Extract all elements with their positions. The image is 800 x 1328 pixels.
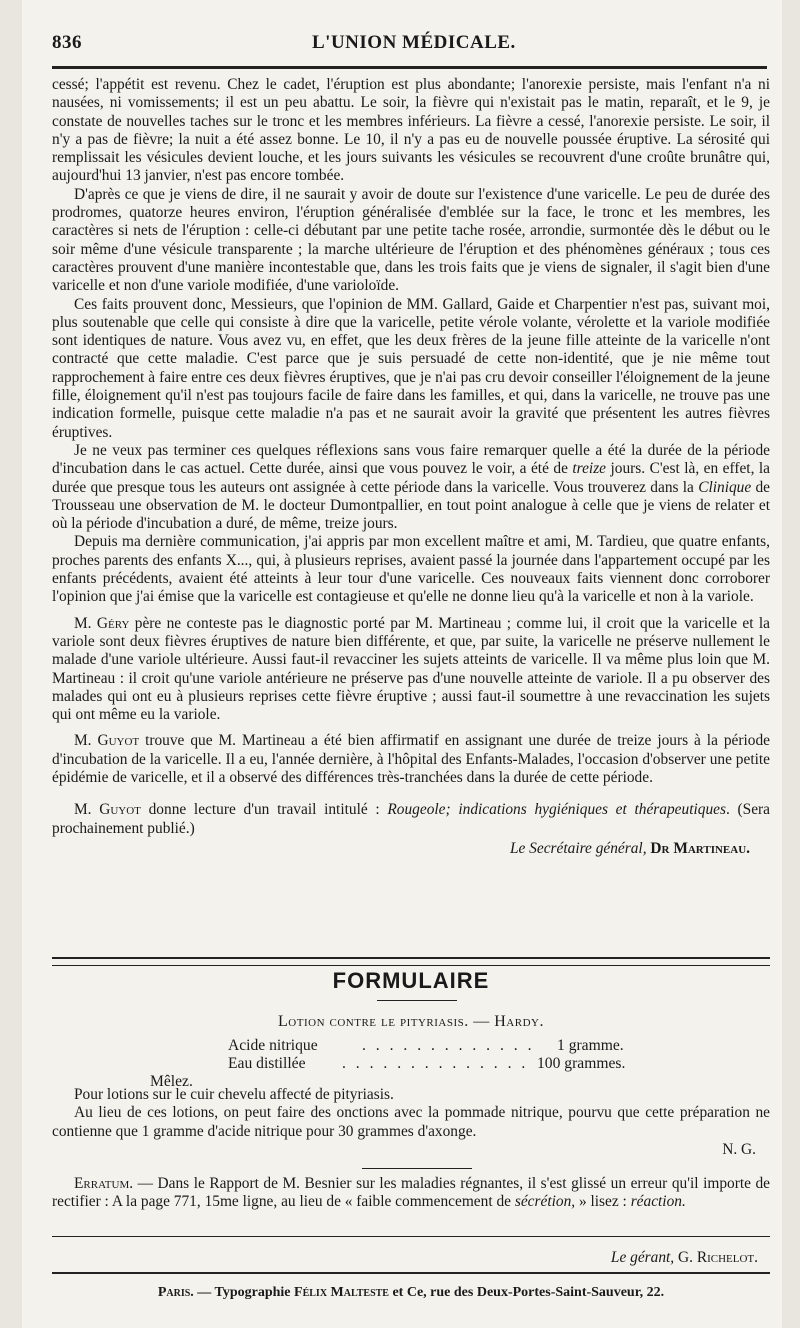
text-run: — Dans le Rapport de M. Besnier sur les maladies régnantes, il s'est glissé un erreur qu'il importe de rectifier : A la page 771, 15me ligne, au lieu de « faible commencement de xyxy=(52,1175,770,1211)
leader-dots: . . . . . . . . . . . . . . xyxy=(342,1055,529,1072)
journal-page xyxy=(22,0,782,1328)
ingredient-name: Acide nitrique xyxy=(228,1037,318,1054)
printer-imprint xyxy=(52,1285,770,1301)
text-run: Je ne veux pas terminer ces quelques réflexions sans vous faire remarquer quelle a été la durée de la période d'incubation dans le cas actuel. Cette durée, ainsi que vous pouvez le voir, a été de xyxy=(52,441,770,478)
text-run: jours. C'est là, en effet, la durée que presque tous les auteurs ont assignée à cette période dans la varicelle. Vous trouverez dans la xyxy=(52,460,770,496)
paragraph xyxy=(52,442,770,533)
gerant-role: Le gérant, xyxy=(610,1249,675,1266)
italic-text: Rougeole; indications hygiéniques et thérapeutiques xyxy=(387,801,726,819)
speaker-name: M. Guyot xyxy=(74,801,141,819)
gerant-line xyxy=(52,1249,770,1267)
erratum xyxy=(52,1175,770,1212)
erratum-label: Erratum. xyxy=(74,1175,134,1192)
article-body xyxy=(52,76,770,858)
instruction: Mêlez. xyxy=(150,1073,193,1090)
text-run: de Trousseau une observation de M. le docteur Dumontpallier, en tout point analogue à celle que je viens de relater et où la période d'incubation a duré, de même, treize jours. xyxy=(52,478,771,533)
page-number: 836 xyxy=(52,32,82,53)
note-paragraph: Au lieu de ces lotions, on peut faire des onctions avec la pommade nitrique, pourvu que cette préparation ne contienne que 1 gramme d'acide nitrique pour 30 grammes d'axonge. xyxy=(52,1104,770,1140)
italic-text: réaction. xyxy=(630,1193,686,1211)
ingredient-name: Eau distillée xyxy=(228,1055,306,1072)
recipe-title: Lotion contre le pityriasis. — Hardy. xyxy=(278,1013,544,1030)
footer-rule xyxy=(52,1272,770,1274)
section-rule xyxy=(52,957,770,966)
author-initials: N. G. xyxy=(722,1140,756,1158)
paragraph xyxy=(52,615,770,725)
gerant-name: G. Richelot. xyxy=(678,1249,758,1266)
imprint-printer: Félix Malteste xyxy=(294,1285,389,1300)
italic-text: sécrétion, xyxy=(514,1193,576,1211)
ingredient-qty: 1 gramme. xyxy=(557,1037,624,1054)
paragraph: cessé; l'appétit est revenu. Chez le cadet, l'éruption est plus abondante; l'anorexie persiste, mais l'enfant n'a ni nausées, ni vomissements; il est un peu abattu. Le soir, la fièvre qui n'existait pas le matin, reparaît, et le 9, je constate de nouvelles taches sur le tronc et les membres inférieurs. La fièvre a cessé, l'anorexie persiste. Le soir, il n'y a pas de fièvre; la nuit a été assez bonne. Le 10, il n'y a pas eu de nouvelle poussée éruptive. La sérosité qui remplissait les vésicules devient louche, et les jours suivants les vésicules se recouvrent d'une croûte brunâtre qui, aujourd'hui 13 janvier, n'est pas encore tombée. xyxy=(52,76,770,185)
usage-line: Pour lotions sur le cuir chevelu affecté de pityriasis. xyxy=(74,1086,394,1103)
signature xyxy=(52,840,770,858)
paragraph: Ces faits prouvent donc, Messieurs, que l'opinion de MM. Gallard, Gaide et Charpentier n'est pas, suivant moi, plus soutenable que celle qui consiste à dire que la varicelle, petite vérole volante, vérolette et la variole modifiée sont identiques de nature. Vous avez vu, en effet, que les deux frères de la jeune fille atteinte de la varicelle n'ont contracté que cette maladie. C'est parce que je suis persuadé de cette non-identité, que je nie même tout rapprochement à faire entre ces deux fièvres éruptives, que je n'ai pas cru devoir conseiller l'éloignement de la jeune fille, éloignement qu'il n'est pas toujours facile de faire dans les familles, et qui, dans la varicelle, ne trouve pas une indication formelle, puisque cette maladie n'a pas et ne saurait avoir la gravité que présentent les autres fièvres éruptives. xyxy=(52,295,770,441)
divider xyxy=(377,1000,457,1001)
spacer xyxy=(52,787,770,801)
paragraph xyxy=(52,732,770,787)
speaker-name: M. Guyot xyxy=(74,732,140,750)
signature-name: Dr Martineau. xyxy=(650,839,750,857)
italic-text: Clinique xyxy=(698,478,752,496)
recipe-notes xyxy=(52,1086,770,1159)
paragraph: D'après ce que je viens de dire, il ne saurait y avoir de doute sur l'existence d'une varicelle. Le peu de durée des prodromes, quatorze heures environ, l'éruption généralisée d'emblée sur la face, le tronc et les membres, les caractères si nets de l'éruption : celle-ci débutant par une petite tache rosée, arrondie, surmontée dès le début ou le soir même d'une vésicule transparente ; la marche ultérieure de l'éruption et des phénomènes généraux ; tous ces caractères prouvent d'une manière incontestable que, dans les trois faits que je viens de signaler, il s'agit bien d'une varicelle et non d'une variole modifiée, d'une varioloïde. xyxy=(52,185,770,295)
ingredient-row xyxy=(52,1055,770,1073)
speaker-name: M. Géry xyxy=(74,614,130,632)
leader-dots: . . . . . . . . . . . . . xyxy=(362,1037,535,1054)
erratum-paragraph xyxy=(52,1175,770,1212)
text-run: . (Sera prochainement publié.) xyxy=(52,801,770,837)
imprint-city: Paris. xyxy=(157,1285,194,1300)
italic-text: treize xyxy=(572,460,607,478)
journal-title: L'UNION MÉDICALE. xyxy=(312,32,516,53)
text-run: trouve que M. Martineau a été bien affirmatif en assignant une durée de treize jours à la période d'incubation de la varicelle. Il a eu, l'année dernière, à l'hôpital des Enfants-Malades, l'occasion d'observer une petite épidémie de varicelle, et il a observé des différences très-tranchées dans la durée de cette période. xyxy=(52,732,770,786)
divider xyxy=(362,1168,472,1169)
text-run: » lisez : xyxy=(575,1193,631,1211)
ingredient-row xyxy=(52,1037,770,1055)
ingredient-qty: 100 grammes. xyxy=(537,1055,626,1072)
footer-rule xyxy=(52,1236,770,1237)
section-title: FORMULAIRE xyxy=(332,968,490,993)
header-rule xyxy=(52,66,767,69)
paragraph: Depuis ma dernière communication, j'ai appris par mon excellent maître et ami, M. Tardieu, que quatre enfants, proches parents des enfants X..., qui, à plusieurs reprises, avaient passé la journée dans l'appartement occupé par les enfants précédents, avaient été atteints à leur tour d'une varicelle. Ces nouveaux faits viennent donc corroborer l'opinion que j'ai émise que la varicelle est contagieuse et qu'elle ne donne lieu qu'à la varicelle et non à la variole. xyxy=(52,533,770,606)
text-run: et Ce, rue des Deux-Portes-Saint-Sauveur, 22. xyxy=(388,1285,665,1300)
text-run: père ne conteste pas le diagnostic porté par M. Martineau ; comme lui, il croit que la varicelle et la variole sont deux fièvres éruptives de nature bien différente, et que, par suite, la varicelle ne préserve nullement le malade d'une variole ultérieure. Aussi faut-il revacciner les sujets atteints de varicelle. Il va même plus loin que M. Martineau : il croit qu'une variole antérieure ne préserve pas d'une nouvelle atteinte de variole. Il a pu observer des malades qui ont eu à plusieurs reprises cette fièvre éruptive ; aussi faut-il soumettre à une revaccination les sujets qui ont même eu la variole. xyxy=(52,614,770,724)
text-run: — Typographie xyxy=(193,1285,295,1300)
paragraph xyxy=(52,801,770,838)
text-run: donne lecture d'un travail intitulé : xyxy=(140,801,388,819)
recipe-ingredients xyxy=(52,1037,770,1091)
signature-role: Le Secrétaire général, xyxy=(509,839,647,857)
